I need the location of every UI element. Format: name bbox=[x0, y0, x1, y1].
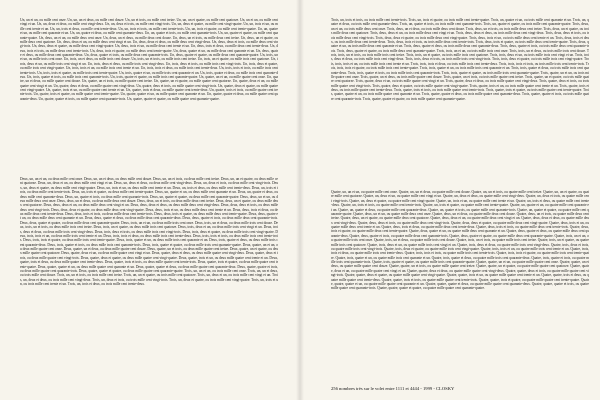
text-block-trois: Trois, un, trois et trois, ou trois mille cent trente-trois. Trois, un, trois et quatre, ou trois mille cent trente-quatre. Trois, un, quatre et un, ou trois mille cent quarante et un. Trois, un, quatre et deux, ou trois mille cent quarante-deux. Trois, un, quatre et trois, ou trois mille cent quarante-trois. Trois, un, quatre et quatre, ou trois mille cent quarante-quatre. Trois, deux, un et un, ou trois mille deux cent onze. Trois, deux, un et deux, ou trois mille deux cent douze. Trois, deux, un et trois, ou trois mille deux cent treize. Trois, deux, un et quatre, ou trois mille deux cent quatorze. Trois, deux, deux et un, ou trois mille deux cent vingt et un. Trois, deux, deux et deux, ou trois mille deux cent vingt-deux. Trois, deux, deux et trois, ou trois mille deux cent vingt-trois. Trois, deux, deux et quatre, ou trois mille deux cent vingt-quatre. Trois, deux, trois et un, ou trois mille deux cent trente et un. Trois, deux, trois et deux, ou trois mille deux cent trente-deux. Trois, deux, trois et trois, ou trois mille deux cent trente-trois. Trois, deux, trois et quatre, ou trois mille deux cent trente-quatre. Trois, deux, quatre et un, ou trois mille deux cent quarante et un. Trois, deux, quatre et deux, ou trois mille deux cent quarante-deux. Trois, deux, quatre et trois, ou trois mille deux cent quarante-trois. Trois, deux, quatre et quatre, ou trois mille deux cent quarante-quatre. Trois, trois, un et un, ou trois mille trois cent onze. Trois, trois, un et deux, ou trois mille trois cent douze. Trois, trois, un et trois, ou trois mille trois cent treize. Trois, trois, un et quatre, ou trois mille trois cent quatorze. Trois, trois, deux et un, ou trois mille trois cent vingt et un. Trois, trois, deux et deux, ou trois mille trois cent vingt-deux. Trois, trois, deux et trois, ou trois mille trois cent vingt-trois. Trois, trois, deux et quatre, ou trois mille trois cent vingt-quatre. Trois, trois, trois et un, ou trois mille trois cent trente et un. Trois, trois, trois et deux, ou trois mille trois cent trente-deux. Trois, trois, trois et trois, ou trois mille trois cent trente-trois. Trois, trois, trois et quatre, ou trois mille trois cent trente-quatre. Trois, trois, quatre et un, ou trois mille trois cent quarante et un. Trois, trois, quatre et deux, ou trois mille trois cent quarante-deux. Trois, trois, quatre et trois, ou trois mille trois cent quarante-trois. Trois, trois, quatre et quatre, ou trois mille trois cent quarante-quatre. Trois, quatre, un et un, ou trois mille quatre cent onze. Trois, quatre, un et deux, ou trois mille quatre cent douze. Trois, quatre, un et trois, ou trois mille quatre cent treize. Trois, quatre, un et quatre, ou trois mille quatre cent quatorze. Trois, quatre, deux et un, ou trois mille quatre cent vingt et un. Trois, quatre, deux et deux, ou trois mille quatre cent vingt-deux. Trois, quatre, deux et trois, ou trois mille quatre cent vingt-trois. Trois, quatre, deux et quatre, ou trois mille quatre cent vingt-quatre. Trois, quatre, trois et un, ou trois mille quatre cent trente et un. Trois, quatre, trois et deux, ou trois mille quatre cent trente-deux. Trois, quatre, trois et trois, ou trois mille quatre cent trente-trois. Trois, quatre, trois et quatre, ou trois mille quatre cent trente-quatre. Trois, quatre, quatre et un, ou trois mille quatre cent quarante et un. Trois, quatre, quatre et deux, ou trois mille quatre cent quarante-deux. Trois, quatre, quatre et trois, ou trois mille quatre cent quarante-trois. Trois, quatre, quatre et quatre, ou trois mille quatre cent quarante-quatre. bbox=[331, 18, 589, 101]
text-block-deux: Deux, un, un et un, ou deux mille cent onze. Deux, un, un et deux, ou deux mille cent douze. Deux, un, un et trois, ou deux mille cent treize. Deux, un, un et quatre, ou deux mille cent quatorze. Deux, un, deux et un, ou deux mille cent vingt et un. Deux, un, deux et deux, ou deux mille cent vingt-deux. Deux, un, deux et trois, ou deux mille cent vingt-trois. Deux, un, deux et quatre, ou deux mille cent vingt-quatre. Deux, un, trois et un, ou deux mille cent trente et un. Deux, un, trois et deux, ou deux mille cent trente-deux. Deux, un, trois et trois, ou deux mille cent trente-trois. Deux, un, trois et quatre, ou deux mille cent trente-quatre. Deux, un, quatre et un, ou deux mille cent quarante et un. Deux, un, quatre et deux, ou deux mille cent quarante-deux. Deux, un, quatre et trois, ou deux mille cent quarante-trois. Deux, un, quatre et quatre, ou deux mille cent quarante-quatre. Deux, deux, un et un, ou deux mille deux cent onze. Deux, deux, un et deux, ou deux mille deux cent douze. Deux, deux, un et trois, ou deux mille deux cent treize. Deux, deux, un et quatre, ou deux mille deux cent quatorze. Deux, deux, deux et un, ou deux mille deux cent vingt et un. Deux, deux, deux et deux, ou deux mille deux cent vingt-deux. Deux, deux, deux et trois, ou deux mille deux cent vingt-trois. Deux, deux, deux et quatre, ou deux mille deux cent vingt-quatre. Deux, deux, trois et un, ou deux mille deux cent trente et un. Deux, deux, trois et deux, ou deux mille deux cent trente-deux. Deux, deux, trois et trois, ou deux mille deux cent trente-trois. Deux, deux, trois et quatre, ou deux mille deux cent trente-quatre. Deux, deux, quatre et un, ou deux mille deux cent quarante et un. Deux, deux, quatre et deux, ou deux mille deux cent quarante-deux. Deux, deux, quatre et trois, ou deux mille deux cent quarante-trois. Deux, deux, quatre et quatre, ou deux mille deux cent quarante-quatre. Deux, trois, un et un, ou deux mille trois cent onze. Deux, trois, un et deux, ou deux mille trois cent douze. Deux, trois, un et trois, ou deux mille trois cent treize. Deux, trois, un et quatre, ou deux mille trois cent quatorze. Deux, trois, deux et un, ou deux mille trois cent vingt et un. Deux, trois, deux et deux, ou deux mille trois cent vingt-deux. Deux, trois, deux et trois, ou deux mille trois cent vingt-trois. Deux, trois, deux et quatre, ou deux mille trois cent vingt-quatre. Deux, trois, trois et un, ou deux mille trois cent trente et un. Deux, trois, trois et deux, ou deux mille trois cent trente-deux. Deux, trois, trois et trois, ou deux mille trois cent trente-trois. Deux, trois, trois et quatre, ou deux mille trois cent trente-quatre. Deux, trois, quatre et un, ou deux mille trois cent quarante et un. Deux, trois, quatre et deux, ou deux mille trois cent quarante-deux. Deux, trois, quatre et trois, ou deux mille trois cent quarante-trois. Deux, trois, quatre et quatre, ou deux mille trois cent quarante-quatre. Deux, quatre, un et un, ou deux mille quatre cent onze. Deux, quatre, un et deux, ou deux mille quatre cent douze. Deux, quatre, un et trois, ou deux mille quatre cent treize. Deux, quatre, un et quatre, ou deux mille quatre cent quatorze. Deux, quatre, deux et un, ou deux mille quatre cent vingt et un. Deux, quatre, deux et deux, ou deux mille quatre cent vingt-deux. Deux, quatre, deux et trois, ou deux mille quatre cent vingt-trois. Deux, quatre, deux et quatre, ou deux mille quatre cent vingt-quatre. Deux, quatre, trois et un, ou deux mille quatre cent trente et un. Deux, quatre, trois et deux, ou deux mille quatre cent trente-deux. Deux, quatre, trois et trois, ou deux mille quatre cent trente-trois. Deux, quatre, trois et quatre, ou deux mille quatre cent trente-quatre. Deux, quatre, quatre et un, ou deux mille quatre cent quarante et un. Deux, quatre, quatre et deux, ou deux mille quatre cent quarante-deux. Deux, quatre, quatre et trois, ou deux mille quatre cent quarante-trois. Deux, quatre, quatre et quatre, ou deux mille quatre cent quarante-quatre. Trois, un, un et un, ou trois mille cent onze. Trois, un, un et deux, ou trois mille cent douze. Trois, un, un et trois, ou trois mille cent treize. Trois, un, un et quatre, ou trois mille cent quatorze. Trois, un, deux et un, ou trois mille cent vingt et un. Trois, un, deux et deux, ou trois mille cent vingt-deux. Trois, un, deux et trois, ou trois mille cent vingt-trois. Trois, un, deux et quatre, ou trois mille cent vingt-quatre. Trois, un, trois et un, ou trois mille cent trente et un. Trois, un, trois et deux, ou trois mille cent trente-deux. bbox=[20, 177, 278, 286]
page-footer: 256 nombres très sur le volet entre 1111 et 4444 - 1999 - CLOSKY bbox=[331, 386, 455, 391]
right-page bbox=[300, 0, 600, 400]
text-block-quatre: Quatre, un, un et un, ou quatre mille cent onze. Quatre, un, un et deux, ou quatre mille cent douze. Quatre, un, un et trois, ou quatre mille cent treize. Quatre, un, un et quatre, ou quatre mille cent quatorze. Quatre, un, deux et un, ou quatre mille cent vingt et un. Quatre, un, deux et deux, ou quatre mille cent vingt-deux. Quatre, un, deux et trois, ou quatre mille cent vingt-trois. Quatre, un, deux et quatre, ou quatre mille cent vingt-quatre. Quatre, un, trois et un, ou quatre mille cent trente et un. Quatre, un, trois et deux, ou quatre mille cent trente-deux. Quatre, un, trois et trois, ou quatre mille cent trente-trois. Quatre, un, trois et quatre, ou quatre mille cent trente-quatre. Quatre, un, quatre et un, ou quatre mille cent quarante et un. Quatre, un, quatre et deux, ou quatre mille cent quarante-deux. Quatre, un, quatre et trois, ou quatre mille cent quarante-trois. Quatre, un, quatre et quatre, ou quatre mille cent quarante-quatre. Quatre, deux, un et un, ou quatre mille deux cent onze. Quatre, deux, un et deux, ou quatre mille deux cent douze. Quatre, deux, un et trois, ou quatre mille deux cent treize. Quatre, deux, un et quatre, ou quatre mille deux cent quatorze. Quatre, deux, deux et un, ou quatre mille deux cent vingt et un. Quatre, deux, deux et deux, ou quatre mille deux cent vingt-deux. Quatre, deux, deux et trois, ou quatre mille deux cent vingt-trois. Quatre, deux, deux et quatre, ou quatre mille deux cent vingt-quatre. Quatre, deux, trois et un, ou quatre mille deux cent trente et un. Quatre, deux, trois et deux, ou quatre mille deux cent trente-deux. Quatre, deux, trois et trois, ou quatre mille deux cent trente-trois. Quatre, deux, trois et quatre, ou quatre mille deux cent trente-quatre. Quatre, deux, quatre et un, ou quatre mille deux cent quarante et un. Quatre, deux, quatre et deux, ou quatre mille deux cent quarante-deux. Quatre, deux, quatre et trois, ou quatre mille deux cent quarante-trois. Quatre, deux, quatre et quatre, ou quatre mille deux cent quarante-quatre. Quatre, trois, un et un, ou quatre mille trois cent onze. Quatre, trois, un et deux, ou quatre mille trois cent douze. Quatre, trois, un et trois, ou quatre mille trois cent treize. Quatre, trois, un et quatre, ou quatre mille trois cent quatorze. Quatre, trois, deux et un, ou quatre mille trois cent vingt et un. Quatre, trois, deux et deux, ou quatre mille trois cent vingt-deux. Quatre, trois, deux et trois, ou quatre mille trois cent vingt-trois. Quatre, trois, deux et quatre, ou quatre mille trois cent vingt-quatre. Quatre, trois, trois et un, ou quatre mille trois cent trente et un. Quatre, trois, trois et deux, ou quatre mille trois cent trente-deux. Quatre, trois, trois et trois, ou quatre mille trois cent trente-trois. Quatre, trois, trois et quatre, ou quatre mille trois cent trente-quatre. Quatre, trois, quatre et un, ou quatre mille trois cent quarante et un. Quatre, trois, quatre et deux, ou quatre mille trois cent quarante-deux. Quatre, trois, quatre et trois, ou quatre mille trois cent quarante-trois. Quatre, trois, quatre et quatre, ou quatre mille trois cent quarante-quatre. Quatre, quatre, un et un, ou quatre mille quatre cent onze. Quatre, quatre, un et deux, ou quatre mille quatre cent douze. Quatre, quatre, un et trois, ou quatre mille quatre cent treize. Quatre, quatre, un et quatre, ou quatre mille quatre cent quatorze. Quatre, quatre, deux et un, ou quatre mille quatre cent vingt et un. Quatre, quatre, deux et deux, ou quatre mille quatre cent vingt-deux. Quatre, quatre, deux et trois, ou quatre mille quatre cent vingt-trois. Quatre, quatre, deux et quatre, ou quatre mille quatre cent vingt-quatre. Quatre, quatre, trois et un, ou quatre mille quatre cent trente et un. Quatre, quatre, trois et deux, ou quatre mille quatre cent trente-deux. Quatre, quatre, trois et trois, ou quatre mille quatre cent trente-trois. Quatre, quatre, trois et quatre, ou quatre mille quatre cent trente-quatre. Quatre, quatre, quatre et un, ou quatre mille quatre cent quarante et un. Quatre, quatre, quatre et deux, ou quatre mille quatre cent quarante-deux. Quatre, quatre, quatre et trois, ou quatre mille quatre cent quarante-trois. Quatre, quatre, quatre et quatre, ou quatre mille quatre cent quarante-quatre. bbox=[331, 190, 589, 291]
text-block-un: Un, un et un, ou mille cent onze. Un, un, un et deux, ou mille cent douze. Un, un et trois, ou mille cent treize. Un, un, un et quatre, ou mille cent quatorze. Un, un et un, ou mille cent vingt et un. Un, un, deux et deux, ou mille cent vingt-deux. Un, un, deux et trois, ou mille cent vingt-trois. Un, un, deux et quatre, ou mille cent vingt-quatre. Un, un, trois et un, ou mille cent trente et un. Un, un, trois et deux, ou mille cent trente-deux. Un, un, trois et trois, ou mille cent trente-trois. Un, un, trois et quatre, ou mille cent trente-quatre. Un, un, quatre et un, ou mille cent quarante et un. Un, un, quatre et deux, ou mille cent quarante-deux. Un, un, quatre et trois, ou mille cent quarante-trois. Un, un, quatre et quatre, ou mille cent quarante-quatre. Un, deux, un et un, ou mille deux cent onze. Un, deux, un et deux, ou mille deux cent douze. Un, deux, un et trois, ou mille deux cent treize. Un, deux, un et quatre, ou mille deux cent quatorze. Un, deux, deux et un, ou mille deux cent vingt et un. Un, deux, deux et deux, ou mille deux cent vingt-deux. Un, deux, deux et trois, ou mille deux cent vingt-trois. Un, deux, deux et quatre, ou mille deux cent vingt-quatre. Un, deux, trois et un, ou mille deux cent trente et un. Un, deux, trois et deux, ou mille deux cent trente-deux. Un, deux, trois et trois, ou mille deux cent trente-trois. Un, deux, trois et quatre, ou mille deux cent trente-quatre. Un, deux, quatre et un, ou mille deux cent quarante et un. Un, deux, quatre et deux, ou mille deux cent quarante-deux. Un, deux, quatre et trois, ou mille deux cent quarante-trois. Un, deux, quatre et quatre, ou mille deux cent quarante-quatre. Un, trois, un et un, ou mille trois cent onze. Un, trois, un et deux, ou mille trois cent douze. Un, trois, un et trois, ou mille trois cent treize. Un, trois, un et quatre, ou mille trois cent quatorze. Un, trois, deux et un, ou mille trois cent vingt et un. Un, trois, deux et deux, ou mille trois cent vingt-deux. Un, trois, deux et trois, ou mille trois cent vingt-trois. Un, trois, deux et quatre, ou mille trois cent vingt-quatre. Un, trois, trois et un, ou mille trois cent trente et un. Un, trois, trois et deux, ou mille trois cent trente-deux. Un, trois, trois et trois, ou mille trois cent trente-trois. Un, trois, trois et quatre, ou mille trois cent trente-quatre. Un, trois, quatre et un, ou mille trois cent quarante et un. Un, trois, quatre et deux, ou mille trois cent quarante-deux. Un, trois, quatre et trois, ou mille trois cent quarante-trois. Un, trois, quatre et quatre, ou mille trois cent quarante-quatre. Un, quatre, un et un, ou mille quatre cent onze. Un, quatre, un et deux, ou mille quatre cent douze. Un, quatre, un et trois, ou mille quatre cent treize. Un, quatre, un et quatre, ou mille quatre cent quatorze. Un, quatre, deux et un, ou mille quatre cent vingt et un. Un, quatre, deux et deux, ou mille quatre cent vingt-deux. Un, quatre, deux et trois, ou mille quatre cent vingt-trois. Un, quatre, deux et quatre, ou mille quatre cent vingt-quatre. Un, quatre, trois et un, ou mille quatre cent trente et un. Un, quatre, trois et deux, ou mille quatre cent trente-deux. Un, quatre, trois et trois, ou mille quatre cent trente-trois. Un, quatre, trois et quatre, ou mille quatre cent trente-quatre. Un, quatre, quatre et un, ou mille quatre cent quarante et un. Un, quatre, quatre et deux, ou mille quatre cent quarante-deux. Un, quatre, quatre et trois, ou mille quatre cent quarante-trois. Un, quatre, quatre et quatre, ou mille quatre cent quarante-quatre. bbox=[20, 18, 278, 101]
book-gutter bbox=[296, 0, 304, 400]
